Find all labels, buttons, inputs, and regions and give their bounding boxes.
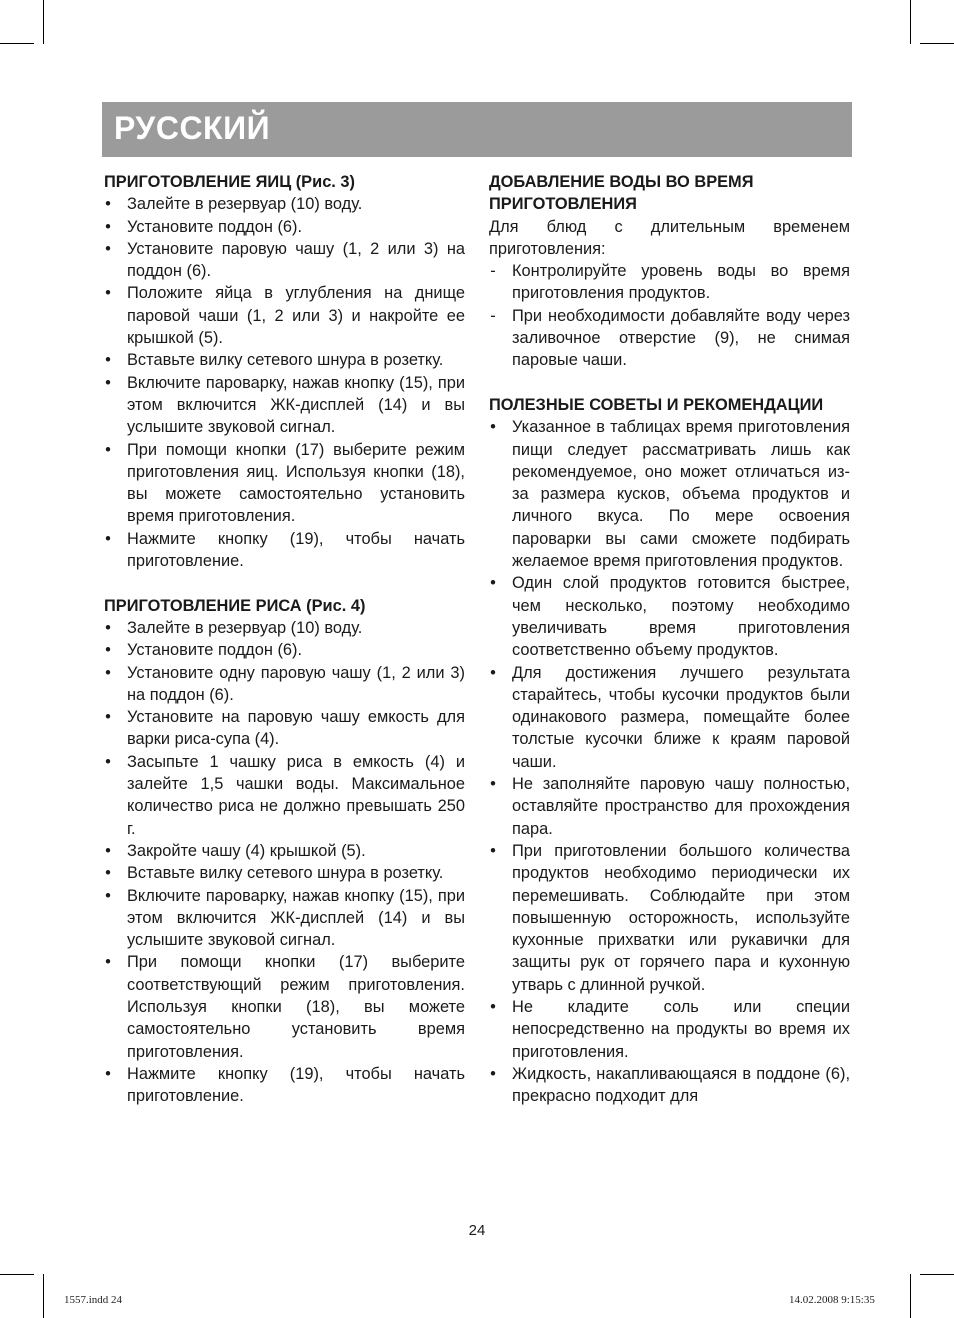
section-rice xyxy=(104,595,465,1108)
list-item: • Включите пароварку, нажав кнопку (15), при этом включится ЖК-дисплей (14) и вы услышите звуковой сигнал. xyxy=(105,886,465,950)
section-tips xyxy=(489,394,850,1108)
bullet-icon: • xyxy=(105,953,111,972)
dash-list xyxy=(489,260,850,371)
list-item: • Установите поддон (6). xyxy=(104,639,465,661)
page-number: 24 xyxy=(468,1222,486,1239)
section-eggs xyxy=(104,171,465,572)
bullet-icon: • xyxy=(105,217,111,236)
tips-list xyxy=(489,416,850,1107)
bullet-icon: • xyxy=(105,239,111,258)
bullet-icon: • xyxy=(105,886,111,905)
section-heading: ПОЛЕЗНЫЕ СОВЕТЫ И РЕКОМЕНДАЦИИ xyxy=(489,395,824,414)
list-item: • Указанное в таблицах время приготовления пищи следует рассматривать лишь как рекомендуемое, оно может отличаться из-за размера кусков, объема продуктов и личного вкуса. По мере освоения пароварки вы сами сможете подбирать желаемое время приготовления продуктов. xyxy=(490,418,850,571)
bullet-icon: • xyxy=(105,373,111,392)
list-item: • Вставьте вилку сетевого шнура в розетку. xyxy=(104,349,465,371)
bullet-icon: • xyxy=(105,641,111,660)
list-item: • Нажмите кнопку (19), чтобы начать приготовление. xyxy=(105,1064,465,1106)
bullet-icon: • xyxy=(490,574,496,593)
bullet-icon: • xyxy=(490,663,496,682)
bullet-icon: • xyxy=(105,663,111,682)
bullet-icon: • xyxy=(105,284,111,303)
bullet-icon: • xyxy=(105,864,111,883)
crop-mark xyxy=(920,1274,954,1275)
bullet-icon: • xyxy=(490,418,496,437)
list-item: • Включите пароварку, нажав кнопку (15), при этом включится ЖК-дисплей (14) и вы услышите звуковой сигнал. xyxy=(105,373,465,437)
list-item: • Установите одну паровую чашу (1, 2 или 3) на поддон (6). xyxy=(105,663,465,704)
bullet-icon: • xyxy=(490,1064,496,1083)
dash-icon: - xyxy=(490,306,496,325)
bullet-icon: • xyxy=(105,529,111,548)
bullet-icon: • xyxy=(490,775,496,794)
list-item: • При помощи кнопки (17) выберите соответствующий режим приготовления. Используя кнопки (18), вы можете самостоятельно установить время приготовления. xyxy=(105,953,465,1061)
list-item: • Засыпьте 1 чашку риса в емкость (4) и залейте 1,5 чашки воды. Максимальное количество риса не должно превышать 250 г. xyxy=(105,752,465,838)
list-item: • Установите паровую чашу (1, 2 или 3) на поддон (6). xyxy=(105,239,465,281)
list-item: • Нажмите кнопку (19), чтобы начать приготовление. xyxy=(105,529,465,571)
list-item: - Контролируйте уровень воды во время приготовления продуктов. xyxy=(490,262,850,303)
list-item: • При приготовлении большого количества продуктов необходимо периодически их перемешивать. Соблюдайте при этом повышенную осторожность, используйте кухонные прихватки или рукавички для защиты рук от горячего пара и кухонную утварь с длинной ручкой. xyxy=(490,841,850,994)
right-column xyxy=(489,171,850,1107)
bullet-icon: • xyxy=(105,752,111,771)
section-heading: ПРИГОТОВЛЕНИЕ ЯИЦ (Рис. 3) xyxy=(104,173,355,191)
list-item: • Жидкость, накапливающаяся в поддоне (6), прекрасно подходит для xyxy=(490,1064,850,1106)
bullet-icon: • xyxy=(105,841,111,860)
crop-mark xyxy=(43,0,44,44)
bullet-icon: • xyxy=(105,1064,111,1083)
list-item: • Залейте в резервуар (10) воду. xyxy=(104,193,465,215)
list-item: • Не заполняйте паровую чашу полностью, оставляйте пространство для прохождения пара. xyxy=(490,775,850,838)
crop-mark xyxy=(43,1274,44,1318)
crop-mark xyxy=(0,43,34,44)
section-adding-water xyxy=(489,171,850,372)
section-heading: ПРИГОТОВЛЕНИЕ РИСА (Рис. 4) xyxy=(104,596,366,615)
bullet-icon: • xyxy=(105,195,111,214)
list-item: • Вставьте вилку сетевого шнура в розетку. xyxy=(104,862,465,884)
crop-mark xyxy=(910,0,911,44)
bullet-icon: • xyxy=(105,351,111,370)
banner-title: РУССКИЙ xyxy=(114,110,271,146)
bullet-icon: • xyxy=(490,997,496,1016)
section-intro: Для блюд с длительным временем приготовления: xyxy=(489,217,850,258)
list-item: - При необходимости добавляйте воду через заливочное отверстие (9), не снимая паровые чаши. xyxy=(490,306,850,370)
crop-mark xyxy=(0,1274,34,1275)
step-list xyxy=(104,617,465,1108)
bullet-icon: • xyxy=(105,440,111,459)
list-item: • Установите поддон (6). xyxy=(104,216,465,238)
list-item: • Не кладите соль или специи непосредственно на продукты во время их приготовления. xyxy=(490,997,850,1061)
bullet-icon: • xyxy=(105,618,111,637)
language-banner xyxy=(102,102,852,157)
crop-mark xyxy=(910,1274,911,1318)
list-item: • При помощи кнопки (17) выберите режим приготовления яиц. Используя кнопки (18), вы можете самостоятельно установить время приготовления. xyxy=(105,440,465,526)
list-item: • Установите на паровую чашу емкость для варки риса-супа (4). xyxy=(105,708,465,749)
list-item: • Положите яйца в углубления на днище паровой чаши (1, 2 или 3) и накройте ее крышкой (5). xyxy=(105,284,465,348)
crop-mark xyxy=(920,43,954,44)
dash-icon: - xyxy=(490,262,496,281)
step-list xyxy=(104,193,465,572)
footer-date: 14.02.2008 9:15:35 xyxy=(789,1294,875,1306)
footer-file-name: 1557.indd 24 xyxy=(64,1294,123,1306)
bullet-icon: • xyxy=(105,708,111,727)
list-item: • Залейте в резервуар (10) воду. xyxy=(104,617,465,639)
section-heading: ДОБАВЛЕНИЕ ВОДЫ ВО ВРЕМЯ ПРИГОТОВЛЕНИЯ xyxy=(489,173,754,214)
left-column xyxy=(104,171,465,1107)
list-item: • Один слой продуктов готовится быстрее, чем несколько, поэтому необходимо увеличивать время приготовления соответственно объему продуктов. xyxy=(490,574,850,660)
bullet-icon: • xyxy=(490,841,496,860)
list-item: • Закройте чашу (4) крышкой (5). xyxy=(104,840,465,862)
list-item: • Для достижения лучшего результата старайтесь, чтобы кусочки продуктов были одинакового размера, помещайте более толстые кусочки ближе к краям паровой чаши. xyxy=(490,663,850,771)
